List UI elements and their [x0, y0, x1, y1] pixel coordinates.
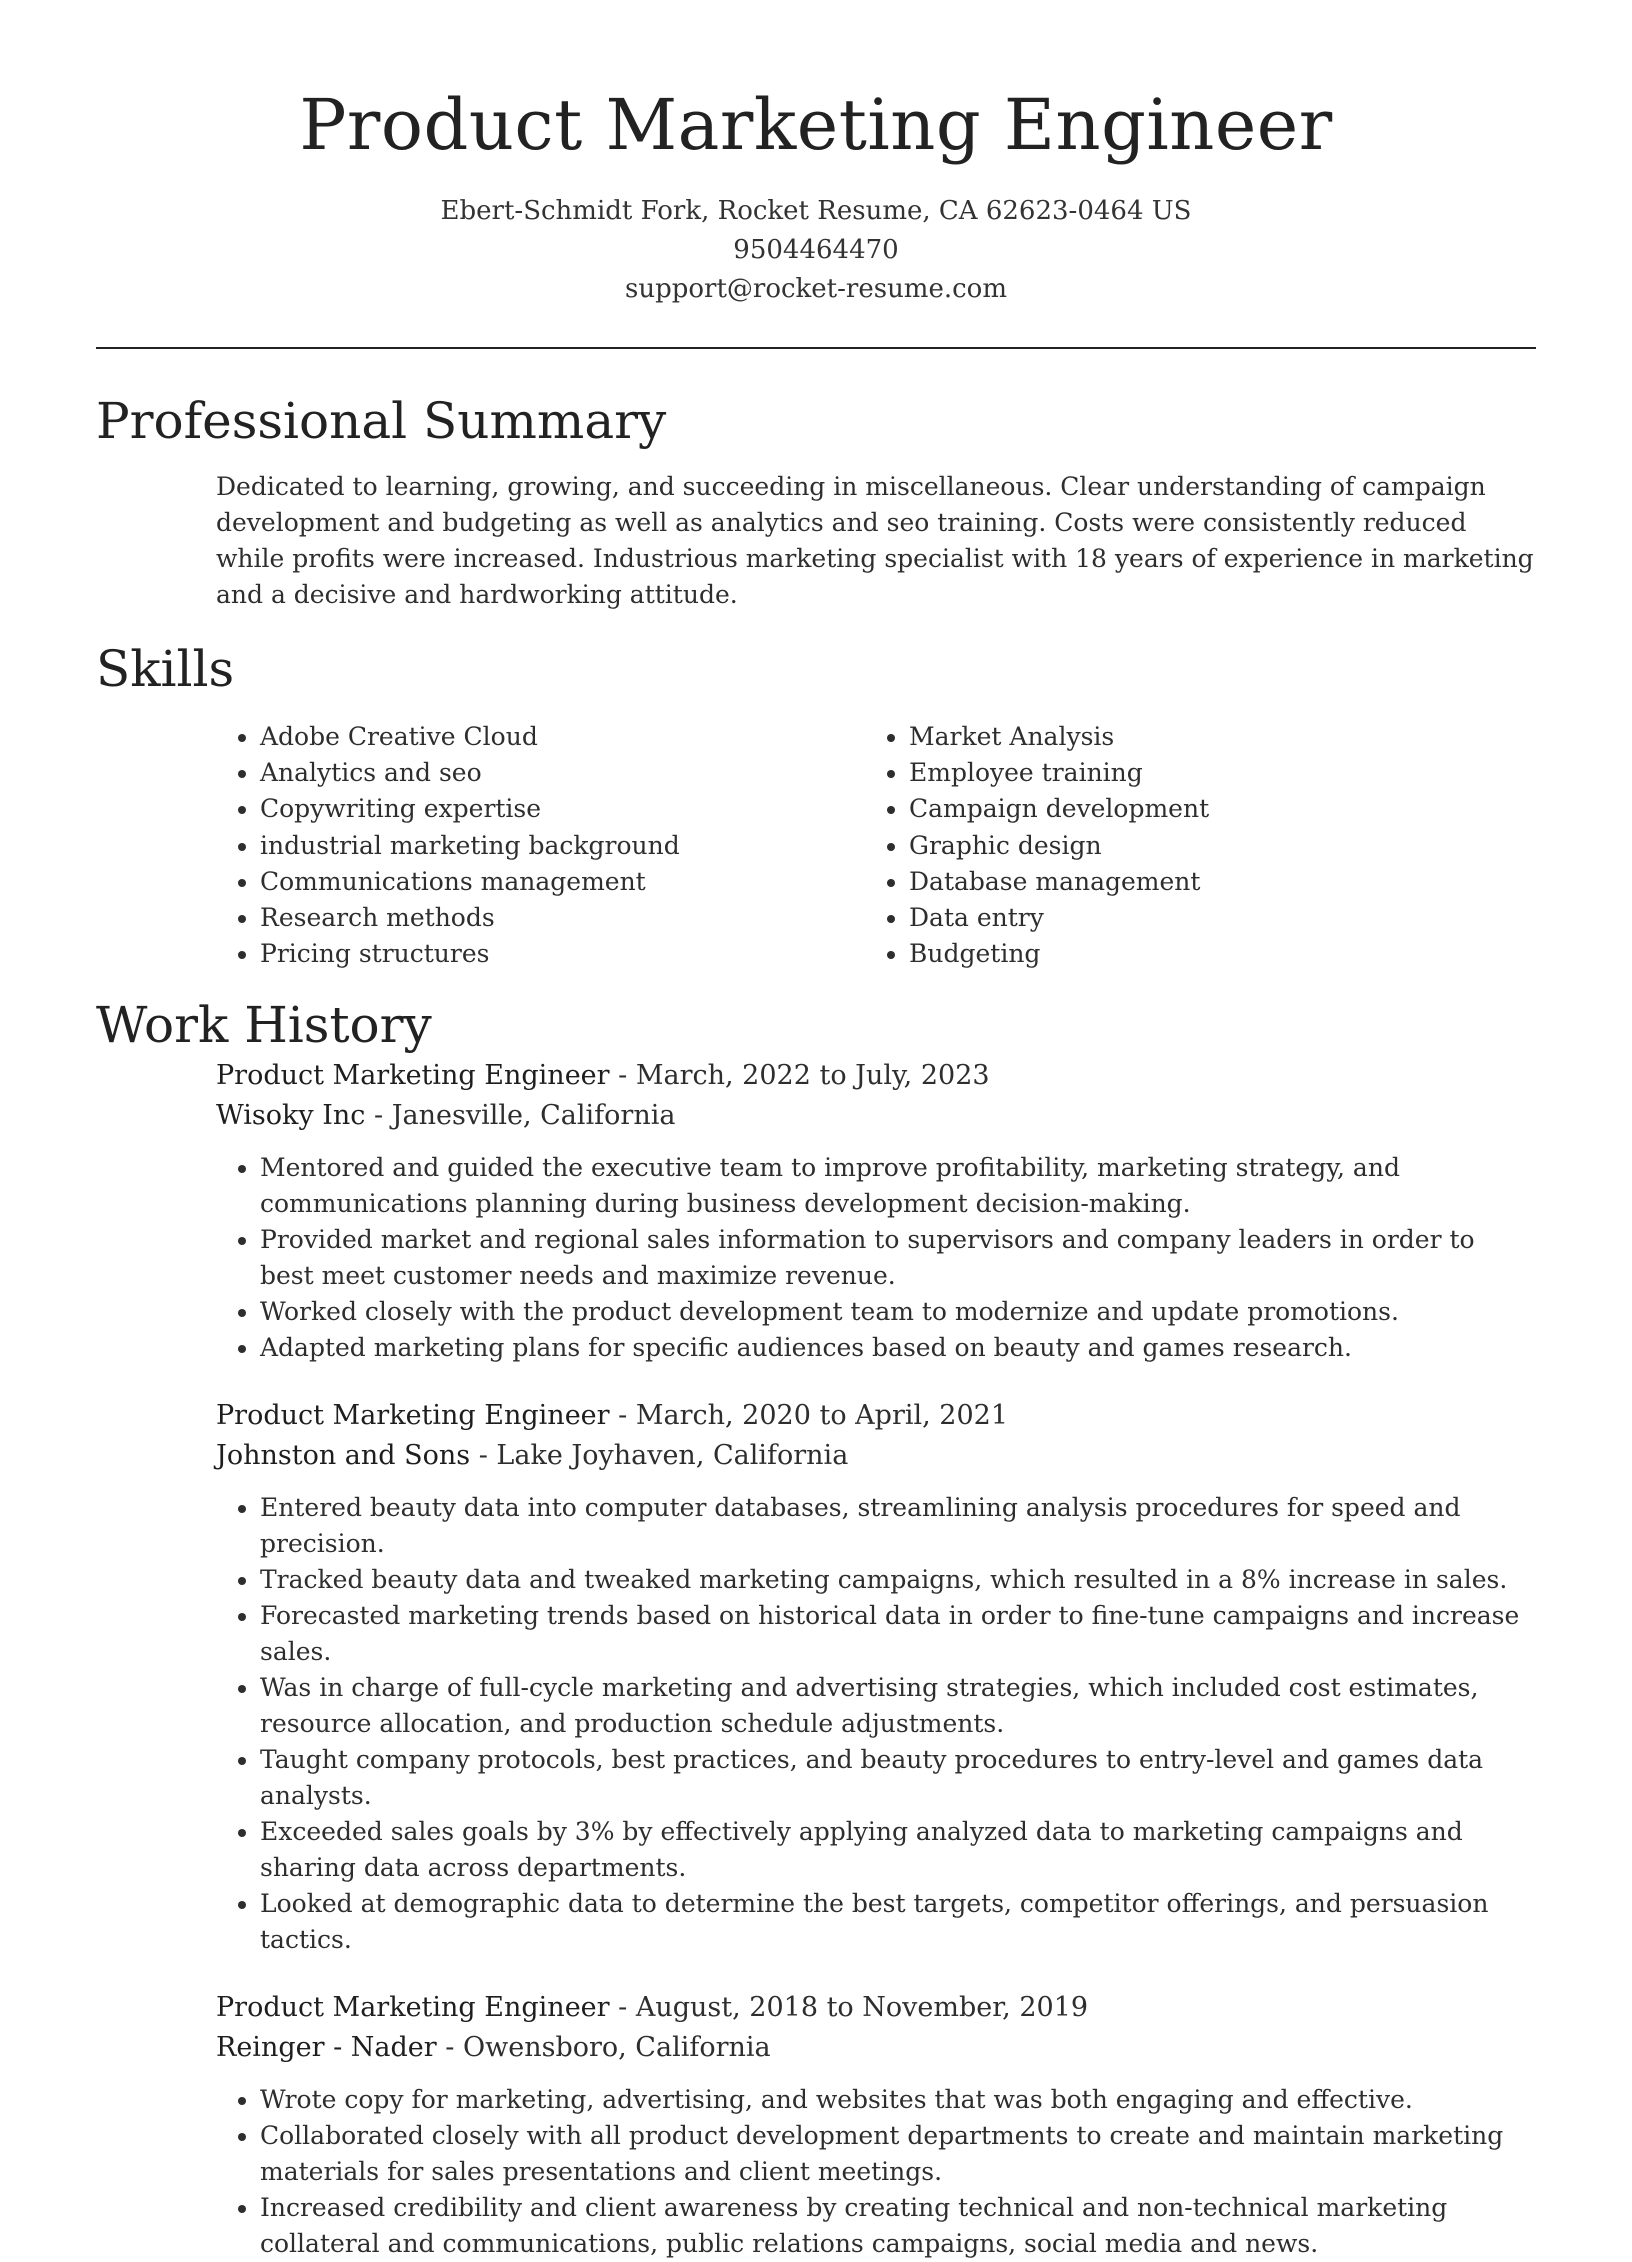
job-dates: - March, 2022 to July, 2023: [609, 1060, 990, 1092]
skill-item: • Analytics and seo: [260, 755, 865, 791]
skills-heading: Skills: [96, 640, 235, 698]
job-bullet: • Exceeded sales goals by 3% by effectively applying analyzed data to marketing campaigns and sharing data across departments.: [260, 1814, 1536, 1886]
summary-text: Dedicated to learning, growing, and succeeding in miscellaneous. Clear understanding of campaign development and budgeting as well as analytics and seo training. Costs were consistently reduced while profits were increased. Industrious marketing specialist with 18 years of experience in marketing and a decisive and hardworking attitude.: [216, 472, 1534, 609]
job-location: - Lake Joyhaven, California: [470, 1440, 849, 1472]
job-bullet: • Entered beauty data into computer databases, streamlining analysis procedures for speed and precision.: [260, 1490, 1536, 1562]
job-bullet: • Wrote copy for marketing, advertising, and websites that was both engaging and effective.: [260, 2082, 1536, 2118]
skill-item: • Research methods: [260, 900, 865, 936]
skill-item: • Employee training: [909, 755, 1509, 791]
job-role: Product Marketing Engineer: [216, 1060, 610, 1092]
skill-item: • Database management: [909, 864, 1509, 900]
job-bullet: • Worked closely with the product development team to modernize and update promotions.: [260, 1294, 1536, 1330]
job-title-line: [216, 1396, 1536, 1436]
resume-page: [96, 0, 1536, 2262]
job-dates: - August, 2018 to November, 2019: [609, 1992, 1089, 2024]
job-entry: [216, 1396, 1536, 1958]
skill-item: • Communications management: [260, 864, 865, 900]
candidate-name: Product Marketing Engineer: [299, 84, 1333, 166]
job-bullet: • Tracked beauty data and tweaked marketing campaigns, which resulted in a 8% increase in sales.: [260, 1562, 1536, 1598]
job-company: Wisoky Inc: [216, 1100, 366, 1132]
skill-item: • Campaign development: [909, 791, 1509, 827]
job-company: Reinger - Nader: [216, 2032, 437, 2064]
skill-item: • Data entry: [909, 900, 1509, 936]
job-bullet: • Collaborated closely with all product development departments to create and maintain marketing materials for sales presentations and client meetings.: [260, 2118, 1536, 2190]
skill-item: • Budgeting: [909, 936, 1509, 972]
job-bullet: • Forecasted marketing trends based on historical data in order to fine-tune campaigns and increase sales.: [260, 1598, 1536, 1670]
job-location: - Janesville, California: [365, 1100, 676, 1132]
resume-header: [96, 0, 1536, 309]
contact-block: [96, 192, 1536, 309]
job-company: Johnston and Sons: [216, 1440, 471, 1472]
job-bullet: • Provided market and regional sales information to supervisors and company leaders in order to best meet customer needs and maximize revenue.: [260, 1222, 1536, 1294]
skill-item: • industrial marketing background: [260, 828, 865, 864]
job-bullet: • Adapted marketing plans for specific audiences based on beauty and games research.: [260, 1330, 1536, 1366]
skill-item: • Pricing structures: [260, 936, 865, 972]
skills-column-right: [865, 719, 1509, 972]
job-responsibilities: [216, 2082, 1536, 2262]
job-dates: - March, 2020 to April, 2021: [609, 1400, 1008, 1432]
work-history-heading: Work History: [96, 996, 432, 1055]
job-bullet: • Mentored and guided the executive team to improve profitability, marketing strategy, and communications planning during business development decision-making.: [260, 1150, 1536, 1222]
job-role: Product Marketing Engineer: [216, 1400, 610, 1432]
job-title-line: [216, 1056, 1536, 1096]
summary-heading: Professional Summary: [96, 392, 667, 450]
skill-item: • Graphic design: [909, 828, 1509, 864]
job-title-line: [216, 1988, 1536, 2028]
job-bullet: • Taught company protocols, best practices, and beauty procedures to entry-level and games data analysts.: [260, 1742, 1536, 1814]
contact-address: Ebert-Schmidt Fork, Rocket Resume, CA 62623-0464 US: [440, 196, 1192, 226]
job-bullet: • Increased credibility and client awareness by creating technical and non-technical marketing collateral and communications, public relations campaigns, social media and news.: [260, 2190, 1536, 2262]
job-company-line: [216, 1436, 1536, 1476]
skill-item: • Market Analysis: [909, 719, 1509, 755]
skills-column-left: [216, 719, 865, 972]
contact-phone: 9504464470: [733, 235, 899, 265]
job-company-line: [216, 2028, 1536, 2068]
job-company-line: [216, 1096, 1536, 1136]
skill-item: • Copywriting expertise: [260, 791, 865, 827]
skills-list: [216, 719, 1536, 972]
job-bullet: • Looked at demographic data to determine the best targets, competitor offerings, and persuasion tactics.: [260, 1886, 1536, 1958]
skill-item: • Adobe Creative Cloud: [260, 719, 865, 755]
job-responsibilities: [216, 1490, 1536, 1958]
job-responsibilities: [216, 1150, 1536, 1366]
job-role: Product Marketing Engineer: [216, 1992, 610, 2024]
header-divider: [96, 347, 1536, 349]
contact-email: support@rocket-resume.com: [624, 274, 1007, 304]
job-location: - Owensboro, California: [436, 2032, 771, 2064]
job-bullet: • Was in charge of full-cycle marketing and advertising strategies, which included cost estimates, resource allocation, and production schedule adjustments.: [260, 1670, 1536, 1742]
job-entry: [216, 1056, 1536, 1366]
job-entry: [216, 1988, 1536, 2262]
